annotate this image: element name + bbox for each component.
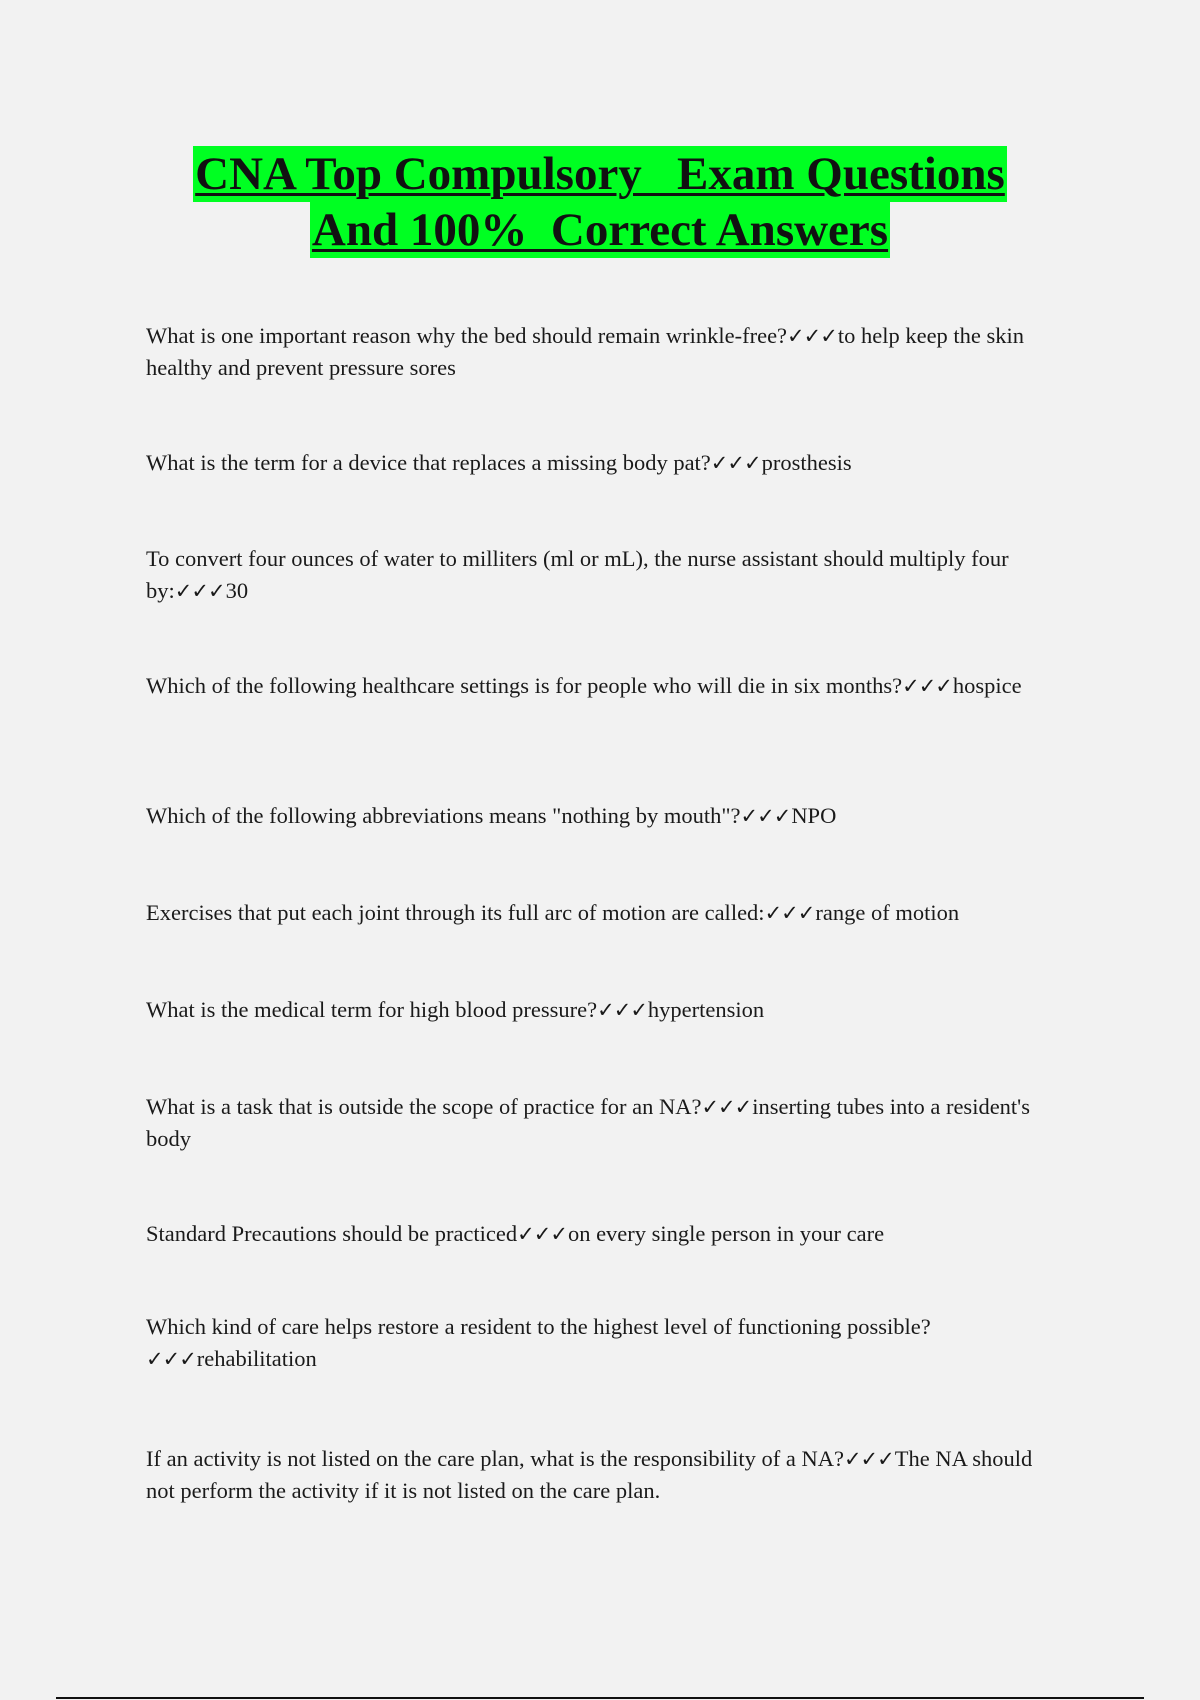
answer-text: NPO xyxy=(791,803,837,828)
qa-item xyxy=(146,320,1056,384)
answer-text: rehabilitation xyxy=(196,1346,317,1371)
check-marks-icon: ✓✓✓ xyxy=(787,324,837,348)
answer-text: range of motion xyxy=(815,900,960,925)
qa-item xyxy=(146,994,1056,1026)
answer-text: prosthesis xyxy=(761,450,852,475)
check-marks-icon: ✓✓✓ xyxy=(146,1347,196,1371)
answer-text: hypertension xyxy=(647,997,765,1022)
check-marks-icon: ✓✓✓ xyxy=(740,804,791,828)
answer-text: to help keep the skin healthy and prevent pressure sores xyxy=(146,323,1025,380)
check-marks-icon: ✓✓✓ xyxy=(843,1447,894,1471)
qa-item xyxy=(146,1311,1056,1375)
check-marks-icon: ✓✓✓ xyxy=(174,579,225,603)
question-text: Exercises that put each joint through its full arc of motion are called: xyxy=(146,900,765,925)
title-line-1: CNA Top Compulsory Exam Questions xyxy=(195,148,1005,200)
qa-item xyxy=(146,543,1056,607)
question-text: What is the term for a device that replaces a missing body pat? xyxy=(146,450,711,475)
qa-item xyxy=(146,897,1056,929)
question-text: If an activity is not listed on the care plan, what is the responsibility of a NA? xyxy=(146,1446,844,1471)
question-text: What is one important reason why the bed should remain wrinkle-free? xyxy=(146,323,788,348)
question-text: To convert four ounces of water to milliters (ml or mL), the nurse assistant should multiply four by: xyxy=(146,546,1009,603)
question-text: Standard Precautions should be practiced xyxy=(146,1221,518,1246)
qa-item xyxy=(146,670,1056,702)
answer-text: inserting tubes into a resident's body xyxy=(146,1094,1030,1151)
bottom-rule xyxy=(56,1697,1144,1699)
check-marks-icon: ✓✓✓ xyxy=(517,1222,567,1246)
check-marks-icon: ✓✓✓ xyxy=(701,1095,752,1119)
qa-item xyxy=(146,800,1056,832)
answer-text: hospice xyxy=(952,673,1022,698)
question-text: Which of the following healthcare settings is for people who will die in six months? xyxy=(146,673,903,698)
qa-item xyxy=(146,1443,1056,1507)
check-marks-icon: ✓✓✓ xyxy=(764,901,815,925)
document-title xyxy=(0,146,1200,258)
question-text: What is a task that is outside the scope of practice for an NA? xyxy=(146,1094,702,1119)
qa-item xyxy=(146,1091,1056,1155)
answer-text: 30 xyxy=(225,578,249,603)
check-marks-icon: ✓✓✓ xyxy=(597,998,647,1022)
title-line-2: And 100% Correct Answers xyxy=(311,204,889,256)
qa-item xyxy=(146,1218,1056,1250)
answer-text: on every single person in your care xyxy=(567,1221,885,1246)
answer-text: The NA should not perform the activity if it is not listed on the care plan. xyxy=(146,1446,1033,1503)
question-text: What is the medical term for high blood pressure? xyxy=(146,997,598,1022)
question-text: Which kind of care helps restore a resident to the highest level of functioning possible? xyxy=(146,1314,931,1339)
qa-item xyxy=(146,447,1056,479)
question-text: Which of the following abbreviations means "nothing by mouth"? xyxy=(146,803,741,828)
check-marks-icon: ✓✓✓ xyxy=(710,451,761,475)
check-marks-icon: ✓✓✓ xyxy=(902,674,952,698)
